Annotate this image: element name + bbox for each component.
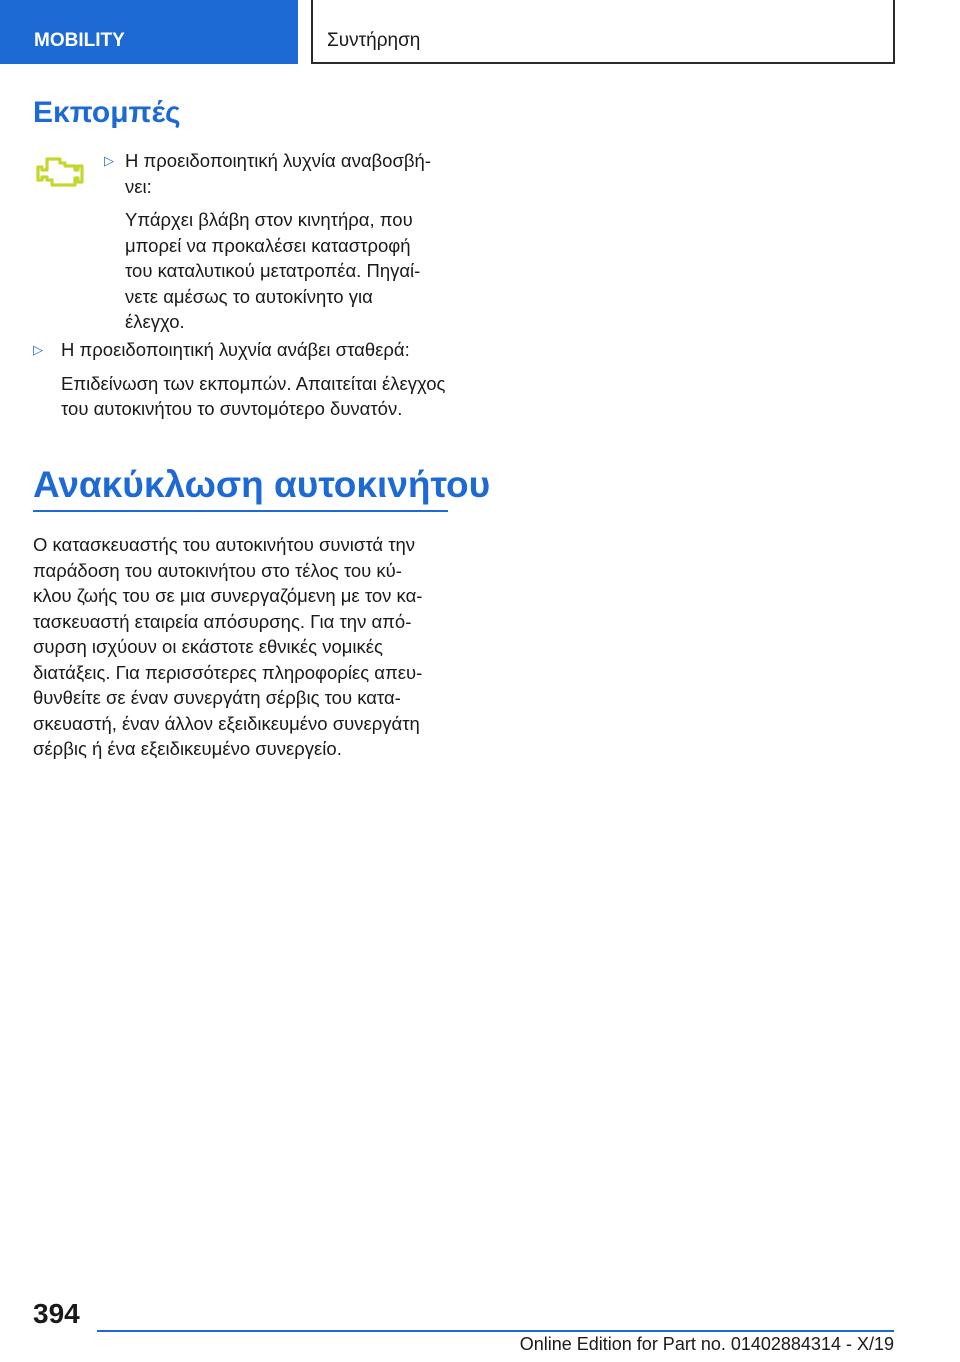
page-number: 394 xyxy=(33,1298,80,1329)
emissions-heading: Εκπομπές xyxy=(33,96,181,129)
recycling-heading: Ανακύκλωση αυτοκινήτου xyxy=(33,464,491,505)
triangle-bullet-icon: ▷ xyxy=(33,342,43,357)
recycling-body: Ο κατασκευαστής του αυτοκινήτου συνιστά την παράδοση του αυτοκινήτου στο τέλος του κύ- κλου ζωής του σε μια συνεργαζόμενη με τον κα- τασκευαστή εταιρεία απόσυρσης. Για την από- συρση ισχύουν οι εκάστοτε εθνικές νομικές διατάξεις. Για περισσότερες πληροφορίες απευ- θυνθείτε σε έναν συνεργάτη σέρβις του κατα- σκευαστή, έναν άλλον εξειδικευμένο συνεργάτη σέρβις ή ένα εξειδικευμένο συνεργείο. xyxy=(33,534,423,759)
steady-description: Επιδείνωση των εκπομπών. Απαιτείται έλεγχος του αυτοκινήτου το συντομότερο δυνατόν. xyxy=(61,372,446,419)
blinking-description: Υπάρχει βλάβη στον κινητήρα, που μπορεί να προκαλέσει καταστροφή του καταλυτικού μετατροπέα. Πηγαί- νετε αμέσως το αυτοκίνητο για έλεγχο. xyxy=(125,209,421,332)
blinking-warning-block xyxy=(104,148,454,335)
triangle-bullet-icon: ▷ xyxy=(104,153,114,168)
engine-check-warning-icon xyxy=(34,155,86,193)
section-tab: MOBILITY xyxy=(0,0,298,64)
steady-warning-block xyxy=(33,337,453,422)
footer-divider xyxy=(97,1330,894,1332)
steady-condition: Η προειδοποιητική λυχνία ανάβει σταθερά: xyxy=(61,339,410,360)
footer-edition: Online Edition for Part no. 01402884314 - X/19 xyxy=(519,1334,894,1354)
blinking-condition: Η προειδοποιητική λυχνία αναβοσβή- νει: xyxy=(125,150,431,197)
heading-underline xyxy=(33,510,448,512)
chapter-title: Συντήρηση xyxy=(311,0,895,64)
